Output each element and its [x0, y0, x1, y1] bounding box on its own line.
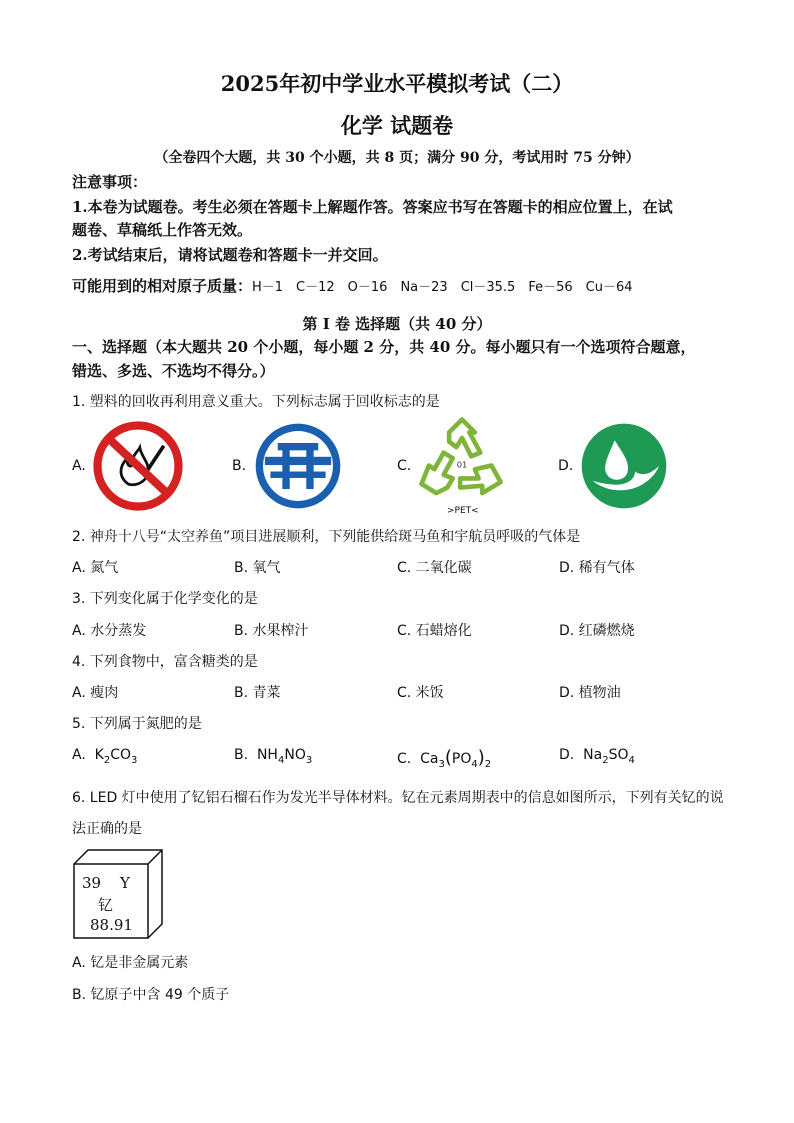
q5-option-d-label: D. [559, 747, 575, 763]
q1-option-d-label: D. [558, 458, 574, 474]
water-saving-sign-icon [578, 420, 670, 512]
element-symbol: Y [120, 874, 130, 892]
exam-title: 2025年初中学业水平模拟考试（二） [220, 71, 574, 96]
q6-option-a: A. 钇是非金属元素 [72, 955, 189, 971]
q5-option-a-label: A. [72, 747, 86, 763]
q3-option-d: D. 红磷燃烧 [559, 623, 635, 639]
element-atomic-mass: 88.91 [90, 916, 133, 934]
q3-option-a: A. 水分蒸发 [72, 623, 147, 639]
exam-info: （全卷四个大题，共 30 个小题，共 8 页；满分 90 分，考试用时 75 分钟） [154, 150, 640, 166]
question-1-stem: 1. 塑料的回收再利用意义重大。下列标志属于回收标志的是 [72, 394, 440, 410]
q5-option-b: B. $NH_4NO_3$ [234, 747, 313, 766]
question-5-stem: 5. 下列属于氮肥的是 [72, 716, 202, 732]
element-atomic-number: 39 [82, 874, 102, 892]
notice-line-1b: 题卷、草稿纸上作答无效。 [72, 221, 253, 239]
q1-option-b-label: B. [232, 458, 247, 474]
q5-option-d: D. $Na_2SO_4$ [559, 747, 635, 766]
recycle-code: 01 [456, 459, 468, 470]
q3-option-c: C. 石蜡熔化 [397, 623, 472, 639]
q5-option-a: A. $K_2CO_3$ [72, 747, 138, 766]
atomic-mass-values: H－1 C－12 O－16 Na－23 Cl－35.5 Fe－56 Cu－64 [252, 280, 633, 295]
recycle-label: >PET< [447, 506, 479, 516]
q3-option-b: B. 水果榨汁 [234, 623, 309, 639]
element-name: 钇 [98, 896, 114, 914]
q2-option-d: D. 稀有气体 [559, 560, 635, 576]
q5-option-c-label: C. [397, 751, 412, 767]
notice-heading: 注意事项： [72, 173, 148, 191]
q4-option-d: D. 植物油 [559, 685, 621, 701]
q4-option-c: C. 米饭 [397, 685, 444, 701]
blue-circle-logo-icon [252, 420, 344, 512]
section-1-desc-1: 一、选择题（本大题共 20 个小题，每小题 2 分，共 40 分。每小题只有一个选项符合题意， [72, 338, 696, 356]
q2-option-b: B. 氧气 [234, 560, 281, 576]
exam-subtitle: 化学 试题卷 [340, 113, 454, 138]
notice-line-1: 1.本卷为试题卷。考生必须在答题卡上解题作答。答案应书写在答题卡的相应位置上，在试 [72, 198, 673, 216]
atomic-mass-label: 可能用到的相对原子质量： [72, 277, 253, 295]
section-1-desc-2: 错选、多选、不选均不得分。） [72, 362, 275, 380]
atomic-mass-line [72, 276, 732, 298]
section-1-title: 第 I 卷 选择题（共 40 分） [302, 315, 492, 333]
recycle-pet-icon [416, 414, 508, 506]
q4-option-b: B. 青菜 [234, 685, 281, 701]
q1-option-a-label: A. [72, 458, 86, 474]
question-6-stem-2: 法正确的是 [72, 821, 142, 837]
q4-option-a: A. 瘦肉 [72, 685, 119, 701]
notice-line-2: 2.考试结束后，请将试题卷和答题卡一并交回。 [72, 246, 388, 264]
q6-option-b: B. 钇原子中含 49 个质子 [72, 987, 230, 1003]
q1-option-c-label: C. [397, 458, 412, 474]
question-3-stem: 3. 下列变化属于化学变化的是 [72, 591, 258, 607]
question-2-stem: 2. 神舟十八号“太空养鱼”项目进展顺利，下列能供给斑马鱼和宇航员呼吸的气体是 [72, 529, 581, 545]
q5-option-b-label: B. [234, 747, 249, 763]
question-6-stem-1: 6. LED 灯中使用了钇铝石榴石作为发光半导体材料。钇在元素周期表中的信息如图所示，下列有关钇的说 [72, 790, 724, 806]
question-4-stem: 4. 下列食物中，富含糖类的是 [72, 654, 258, 670]
q5-option-c: C. $Ca_3(PO_4)_2$ [397, 747, 492, 770]
no-fire-sign-icon [92, 420, 184, 512]
q2-option-a: A. 氮气 [72, 560, 119, 576]
q2-option-c: C. 二氧化碳 [397, 560, 472, 576]
